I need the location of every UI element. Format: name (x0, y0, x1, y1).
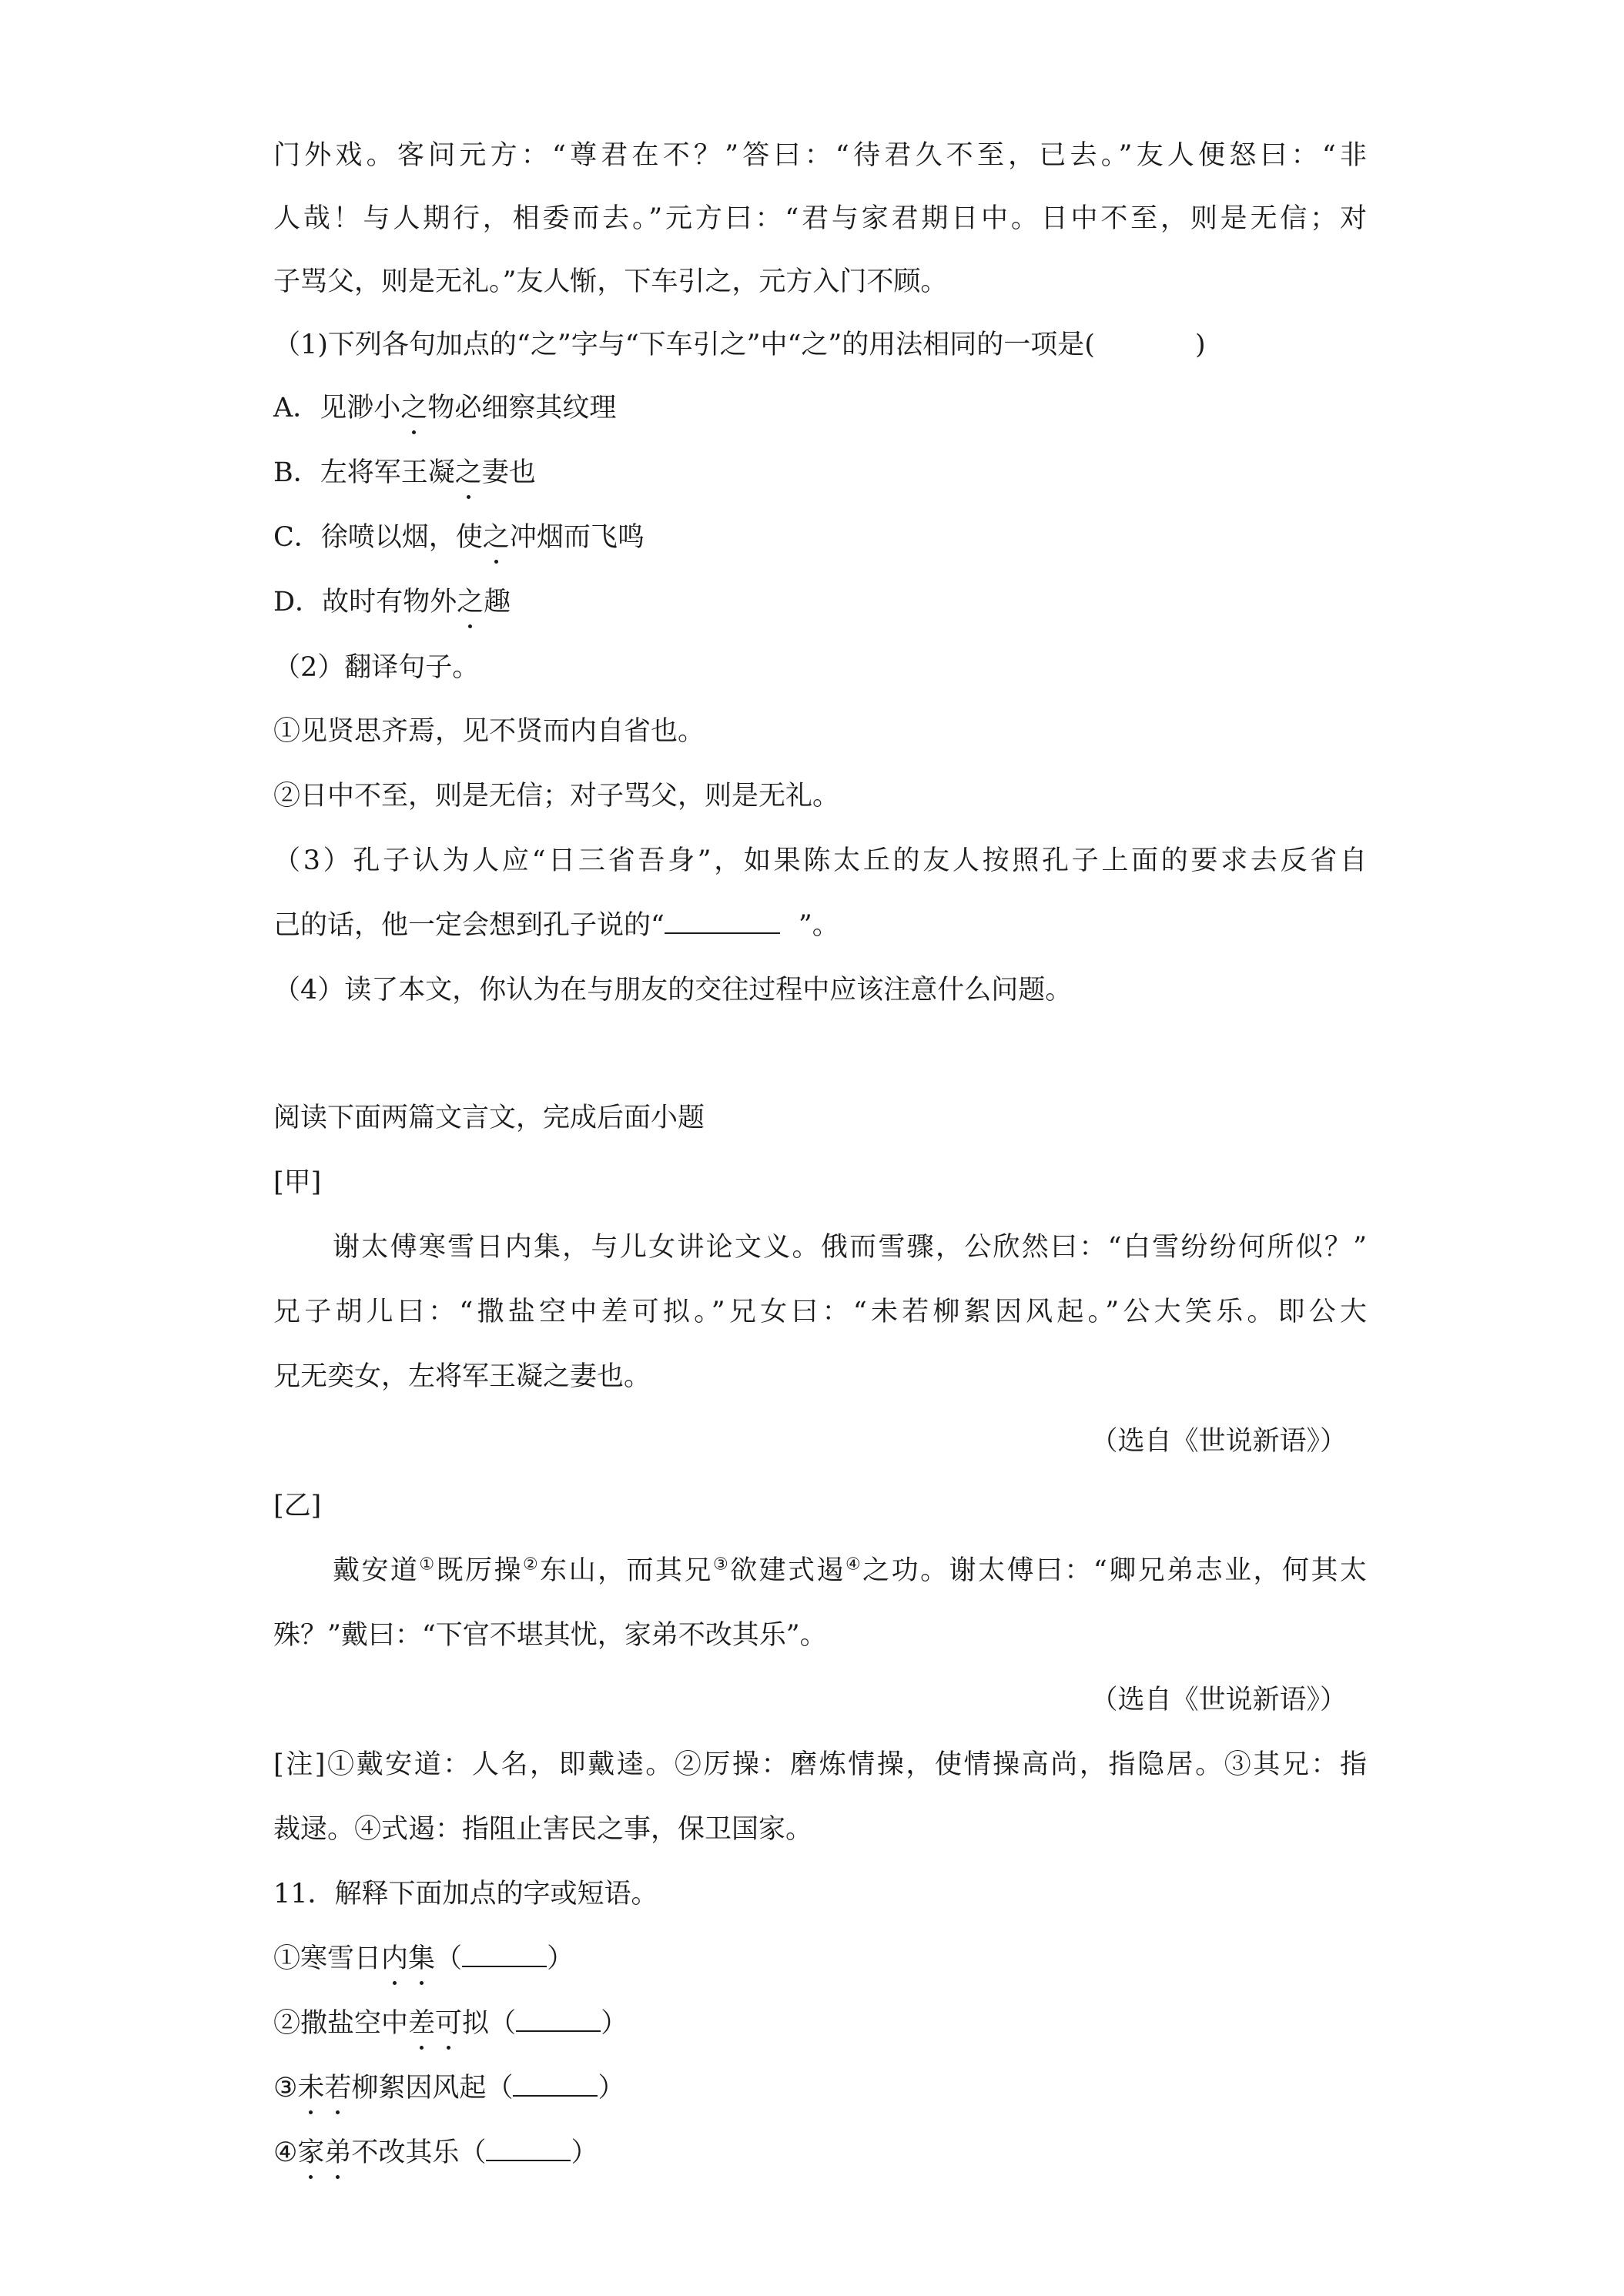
option-text: 故时有物外 (322, 587, 457, 618)
jia-line-3: 兄无奕女，左将军王凝之妻也。 (273, 1361, 651, 1392)
fill-blank[interactable] (513, 2070, 598, 2097)
jia-line-2: 兄子胡儿曰：“撒盐空中差可拟。”兄女曰：“未若柳絮因风起。”公大笑乐。即公大 (273, 1297, 1367, 1327)
yi-text: 之功。谢太傅曰：“卿兄弟志业，何其太 (862, 1555, 1367, 1586)
q11-item-4 (273, 2134, 1367, 2171)
paren-close: ） (598, 2073, 625, 2104)
yi-text: 戴安道 (333, 1555, 420, 1586)
dotted-char: 可 (435, 2005, 462, 2042)
q11-item-2 (273, 2005, 1367, 2042)
option-text: 冲烟而飞鸣 (509, 522, 645, 553)
q11-stem: 11．解释下面加点的字或短语。 (273, 1879, 658, 1909)
q3-text-end: ”。 (798, 910, 839, 941)
dotted-char: 弟 (324, 2134, 351, 2171)
note-line-1: [注]①戴安道：人名，即戴逵。②厉操：磨炼情操，使情操高尚，指隐居。③其兄：指 (273, 1749, 1367, 1780)
option-text: 左将军王凝 (320, 457, 455, 488)
section2-intro: 阅读下面两篇文言文，完成后面小题 (273, 1103, 705, 1133)
option-letter: A． (273, 393, 320, 423)
dotted-char: 家 (297, 2134, 324, 2171)
q3-line-1: （3）孔子认为人应“日三省吾身”，如果陈太丘的友人按照孔子上面的要求去反省自 (273, 845, 1367, 876)
option-text: 徐喷以烟，使 (320, 522, 483, 553)
q2-stem: （2）翻译句子。 (273, 652, 480, 683)
paren-close: ） (601, 2008, 628, 2039)
yi-line-2: 殊？”戴曰：“下官不堪其忧，家弟不改其乐”。 (273, 1620, 827, 1651)
q3-line-2 (273, 907, 1367, 944)
option-text: 见渺小 (320, 393, 401, 423)
item-text: 柳絮因风起 (351, 2073, 487, 2104)
paren-open: （ (459, 2137, 487, 2168)
yi-text: 既厉操 (436, 1555, 523, 1586)
paren-close: ） (547, 1943, 574, 1974)
dotted-char: 差 (408, 2005, 435, 2042)
q1-stem (273, 326, 1367, 363)
item-text: ②撒盐空中 (273, 2008, 409, 2039)
q11-item-1 (273, 1940, 1367, 1977)
note-line-2: 裁逯。④式遏：指阻止害民之事，保卫国家。 (273, 1814, 813, 1845)
dotted-char: 集 (408, 1940, 435, 1977)
fill-blank[interactable] (665, 908, 780, 934)
footnote-marker: ② (522, 1555, 541, 1575)
option-letter: D． (273, 587, 323, 618)
q1-stem-text: （1)下列各句加点的“之”字与“下车引之”中“之”的用法相同的一项是( (273, 330, 1095, 360)
paren-open: （ (489, 2008, 517, 2039)
jia-line-1: 谢太傅寒雪日内集，与儿女讲论文义。俄而雪骤，公欣然曰：“白雪纷纷何所似？” (333, 1232, 1367, 1263)
dotted-char: 之 (483, 519, 510, 556)
q11-item-3 (273, 2070, 1367, 2107)
footnote-marker: ④ (845, 1555, 863, 1575)
item-text: 不改其乐 (351, 2137, 460, 2168)
option-text: 物必细察其纹理 (427, 393, 617, 423)
dotted-char: 之 (400, 390, 427, 427)
dotted-char: 未 (297, 2070, 324, 2107)
fill-blank[interactable] (516, 2006, 601, 2032)
dotted-char: 若 (324, 2070, 351, 2107)
item-text: ③ (273, 2073, 298, 2104)
yi-text: 欲建式遏 (730, 1555, 845, 1586)
yi-label: [乙] (273, 1491, 322, 1521)
q2-sentence-1: ①见贤思齐焉，见不贤而内自省也。 (273, 716, 705, 747)
jia-label: [甲] (273, 1167, 322, 1198)
q1-stem-end: ) (1194, 330, 1206, 360)
option-letter: C． (273, 522, 321, 553)
item-text: 拟 (462, 2008, 490, 2039)
option-letter: B． (273, 457, 320, 488)
q2-sentence-2: ②日中不至，则是无信；对子骂父，则是无礼。 (273, 781, 840, 812)
item-text: ④ (273, 2137, 298, 2168)
jia-source: （选自《世说新语》） (1090, 1426, 1347, 1457)
option-text: 趣 (484, 587, 511, 618)
dotted-char: 之 (455, 454, 482, 491)
yi-line-1 (333, 1552, 1367, 1589)
q1-option-d[interactable] (273, 584, 1367, 621)
footnote-marker: ③ (712, 1555, 731, 1575)
passage1-line-2: 人哉！与人期行，相委而去。”元方曰：“君与家君期日中。日中不至，则是无信；对 (273, 203, 1367, 234)
dotted-char: 之 (457, 584, 484, 621)
passage1-line-3: 子骂父，则是无礼。”友人惭，下车引之，元方入门不顾。 (273, 266, 948, 297)
footnote-marker: ① (419, 1555, 437, 1575)
q1-option-a[interactable] (273, 390, 1367, 427)
fill-blank[interactable] (462, 1941, 547, 1967)
q1-option-b[interactable] (273, 454, 1367, 491)
item-text: ①寒雪日 (273, 1943, 382, 1974)
q1-option-c[interactable] (273, 519, 1367, 556)
yi-text: 东山，而其兄 (540, 1555, 713, 1586)
paren-open: （ (486, 2073, 514, 2104)
paren-close: ） (571, 2137, 598, 2168)
dotted-char: 内 (381, 1940, 408, 1977)
yi-source: （选自《世说新语》） (1090, 1685, 1347, 1715)
fill-blank[interactable] (486, 2135, 571, 2161)
paren-open: （ (435, 1943, 463, 1974)
option-text: 妻也 (481, 457, 536, 488)
q4-stem: （4）读了本文，你认为在与朋友的交往过程中应该注意什么问题。 (273, 975, 1073, 1006)
passage1-line-1: 门外戏。客问元方：“尊君在不？”答曰：“待君久不至，已去。”友人便怒曰：“非 (273, 140, 1367, 171)
q3-text: 己的话，他一定会想到孔子说的“ (273, 910, 665, 941)
